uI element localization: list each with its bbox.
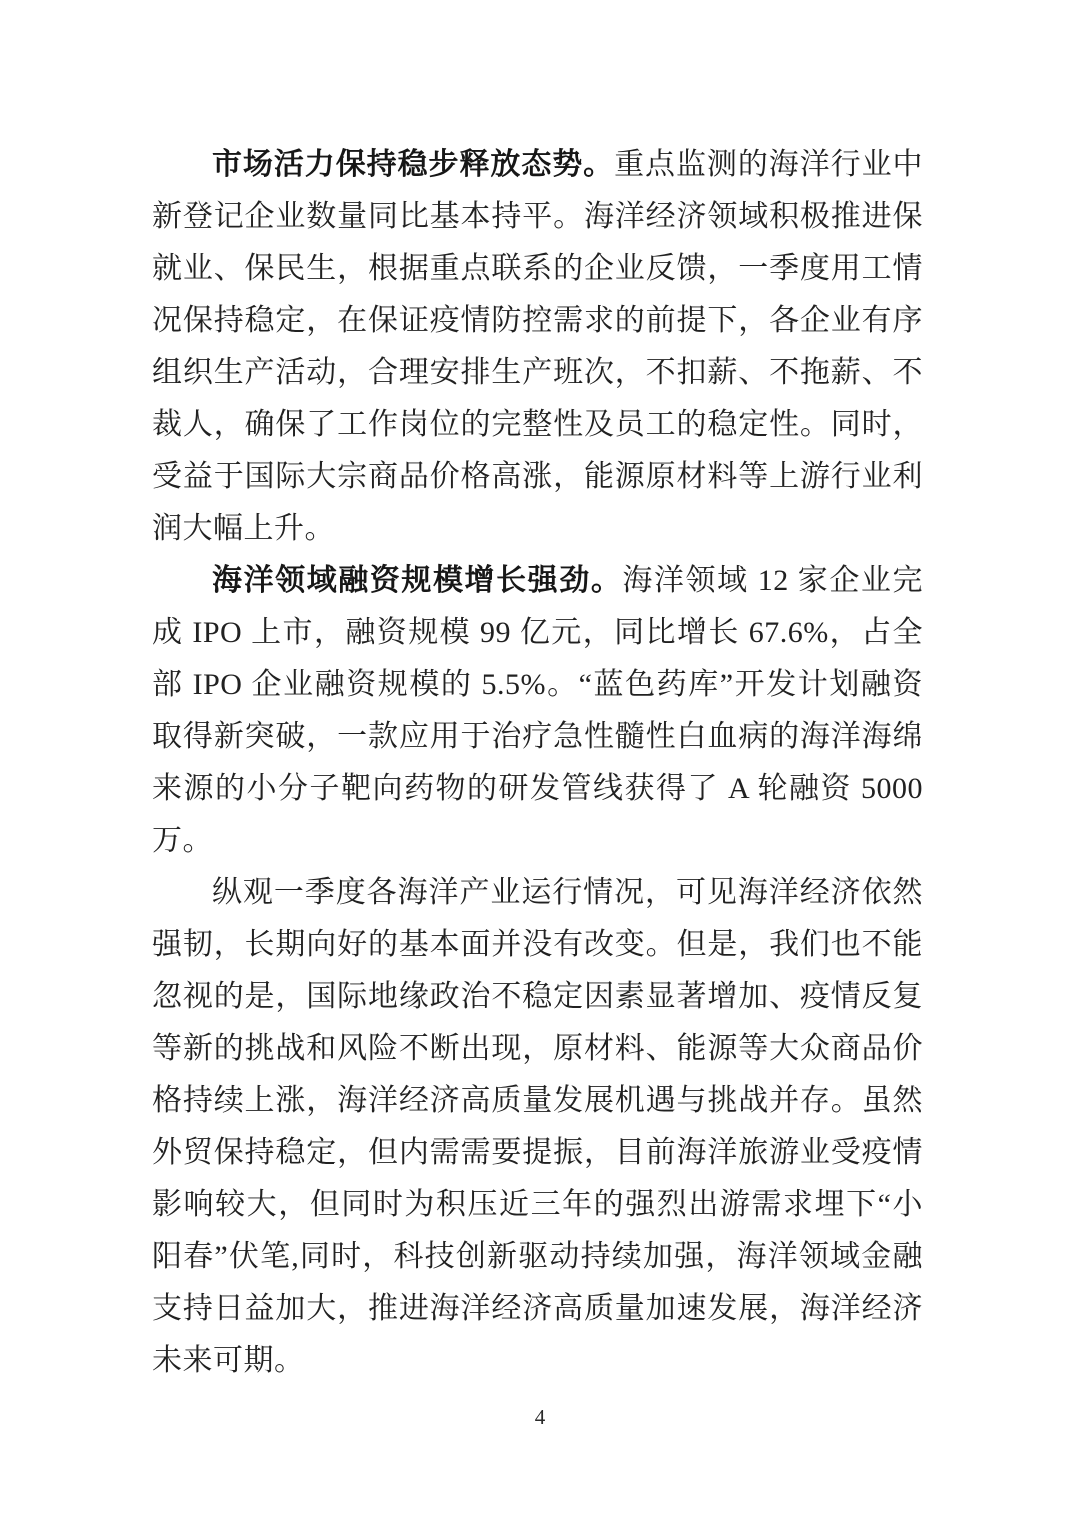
paragraph-market-vitality — [152, 139, 923, 555]
paragraph-lead-bold: 海洋领域融资规模增长强劲。 — [212, 564, 623, 597]
document-body — [152, 139, 923, 1387]
paragraph-body-text: 纵观一季度各海洋产业运行情况，可见海洋经济依然强韧，长期向好的基本面并没有改变。但是，我们也不能忽视的是，国际地缘政治不稳定因素显著增加、疫情反复等新的挑战和风险不断出现，原材料、能源等大众商品价格持续上涨，海洋经济高质量发展机遇与挑战并存。虽然外贸保持稳定，但内需需要提振，目前海洋旅游业受疫情影响较大，但同时为积压近三年的强烈出游需求埋下“小阳春”伏笔,同时，科技创新驱动持续加强，海洋领域金融支持日益加大，推进海洋经济高质量加速发展，海洋经济未来可期。 — [152, 876, 923, 1377]
paragraph-body-text: 重点监测的海洋行业中新登记企业数量同比基本持平。海洋经济领域积极推进保就业、保民生，根据重点联系的企业反馈，一季度用工情况保持稳定，在保证疫情防控需求的前提下，各企业有序组织生产活动，合理安排生产班次，不扣薪、不拖薪、不裁人，确保了工作岗位的完整性及员工的稳定性。同时，受益于国际大宗商品价格高涨，能源原材料等上游行业利润大幅上升。 — [152, 148, 924, 545]
paragraph-financing-scale — [152, 555, 923, 867]
paragraph-lead-bold: 市场活力保持稳步释放态势。 — [212, 148, 615, 181]
page-footer — [0, 1405, 1080, 1430]
paragraph-outlook-summary — [152, 867, 923, 1387]
paragraph-body-text: 海洋领域 12 家企业完成 IPO 上市，融资规模 99 亿元，同比增长 67.6%，占全部 IPO 企业融资规模的 5.5%。“蓝色药库”开发计划融资取得新突破，一款应用于治疗急性髓性白血病的海洋海绵来源的小分子靶向药物的研发管线获得了 A 轮融资 5000 万。 — [152, 564, 924, 857]
page-number: 4 — [534, 1405, 546, 1429]
